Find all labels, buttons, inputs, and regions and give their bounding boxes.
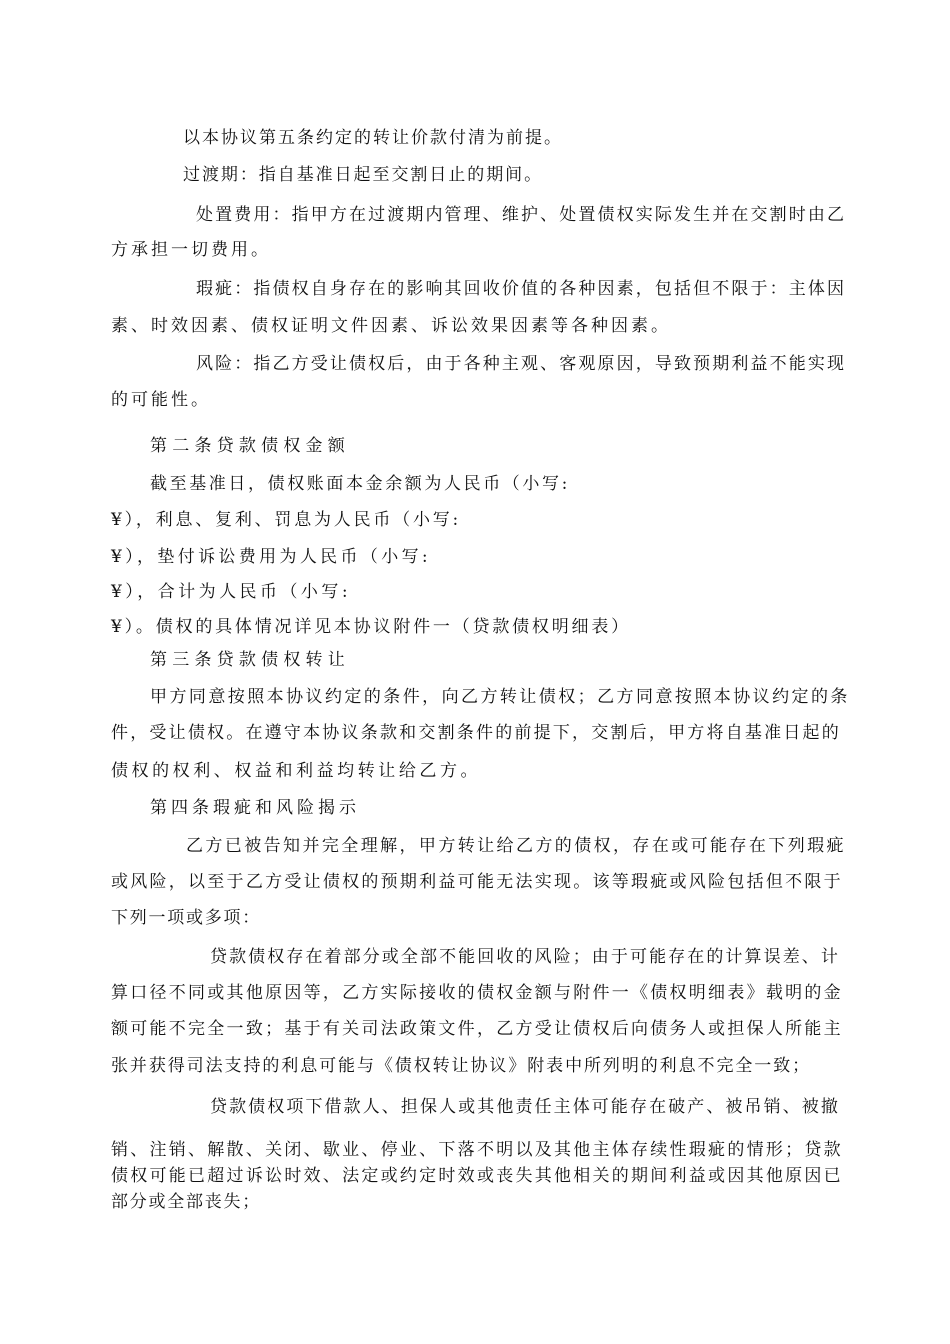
text-line-8: 的可能性。 [111,390,211,410]
text-line-11: ¥），利息、复利、罚息为人民币（小写: [111,510,462,530]
text-line-23: 贷款债权存在着部分或全部不能回收的风险；由于可能存在的计算误差、计 [210,947,840,967]
text-line-26: 张并获得司法支持的利息可能与《债权转让协议》附表中所列明的利息不完全一致； [111,1056,812,1076]
text-line-18: 债权的权利、权益和利益均转让给乙方。 [111,761,482,781]
text-line-17: 件，受让债权。在遵守本协议条款和交割条件的前提下，交割后，甲方将自基准日起的 [111,723,841,743]
text-line-5: 瑕疵：指债权自身存在的影响其回收价值的各种因素，包括但不限于：主体因 [196,279,847,299]
text-line-24: 算口径不同或其他原因等，乙方实际接收的债权金额与附件一《债权明细表》载明的金 [111,983,843,1003]
text-line-14: ¥）。债权的具体情况详见本协议附件一（贷款债权明细表） [111,617,631,637]
text-line-4: 方承担一切费用。 [111,240,271,260]
text-line-1: 以本协议第五条约定的转让价款付清为前提。 [183,128,563,148]
section-heading-4: 第四条瑕疵和风险揭示 [150,798,360,818]
text-line-12: ¥），垫付诉讼费用为人民币（小写: [111,547,431,567]
text-line-28: 销、注销、解散、关闭、歇业、停业、下落不明以及其他主体存续性瑕疵的情形；贷款 [111,1140,843,1160]
text-line-16: 甲方同意按照本协议约定的条件，向乙方转让债权；乙方同意按照本协议约定的条 [150,687,850,707]
text-line-25: 额可能不完全一致；基于有关司法政策文件，乙方受让债权后向债务人或担保人所能主 [111,1019,843,1039]
text-line-2: 过渡期：指自基准日起至交割日止的期间。 [183,165,544,185]
text-line-30: 部分或全部丧失； [111,1192,261,1212]
text-line-3: 处置费用：指甲方在过渡期内管理、维护、处置债权实际发生并在交割时由乙 [196,205,847,225]
text-line-6: 素、时效因素、债权证明文件因素、诉讼效果因素等各种因素。 [111,316,671,336]
text-line-27: 贷款债权项下借款人、担保人或其他责任主体可能存在破产、被吊销、被撤 [210,1097,840,1117]
text-line-21: 或风险，以至于乙方受让债权的预期利益可能无法实现。该等瑕疵或风险包括但不限于 [111,872,843,892]
text-line-10: 截至基准日，债权账面本金余额为人民币（小写: [150,474,570,494]
text-line-29: 债权可能已超过诉讼时效、法定或约定时效或丧失其他相关的期间利益或因其他原因已 [111,1166,843,1186]
text-line-7: 风险：指乙方受让债权后，由于各种主观、客观原因，导致预期利益不能实现 [196,354,847,374]
text-line-22: 下列一项或多项： [111,908,261,928]
section-heading-2: 第二条贷款债权金额 [150,436,350,456]
section-heading-3: 第三条贷款债权转让 [150,650,350,670]
text-line-20: 乙方已被告知并完全理解，甲方转让给乙方的债权，存在或可能存在下列瑕疵 [186,836,846,856]
text-line-13: ¥），合计为人民币（小写: [111,582,352,602]
